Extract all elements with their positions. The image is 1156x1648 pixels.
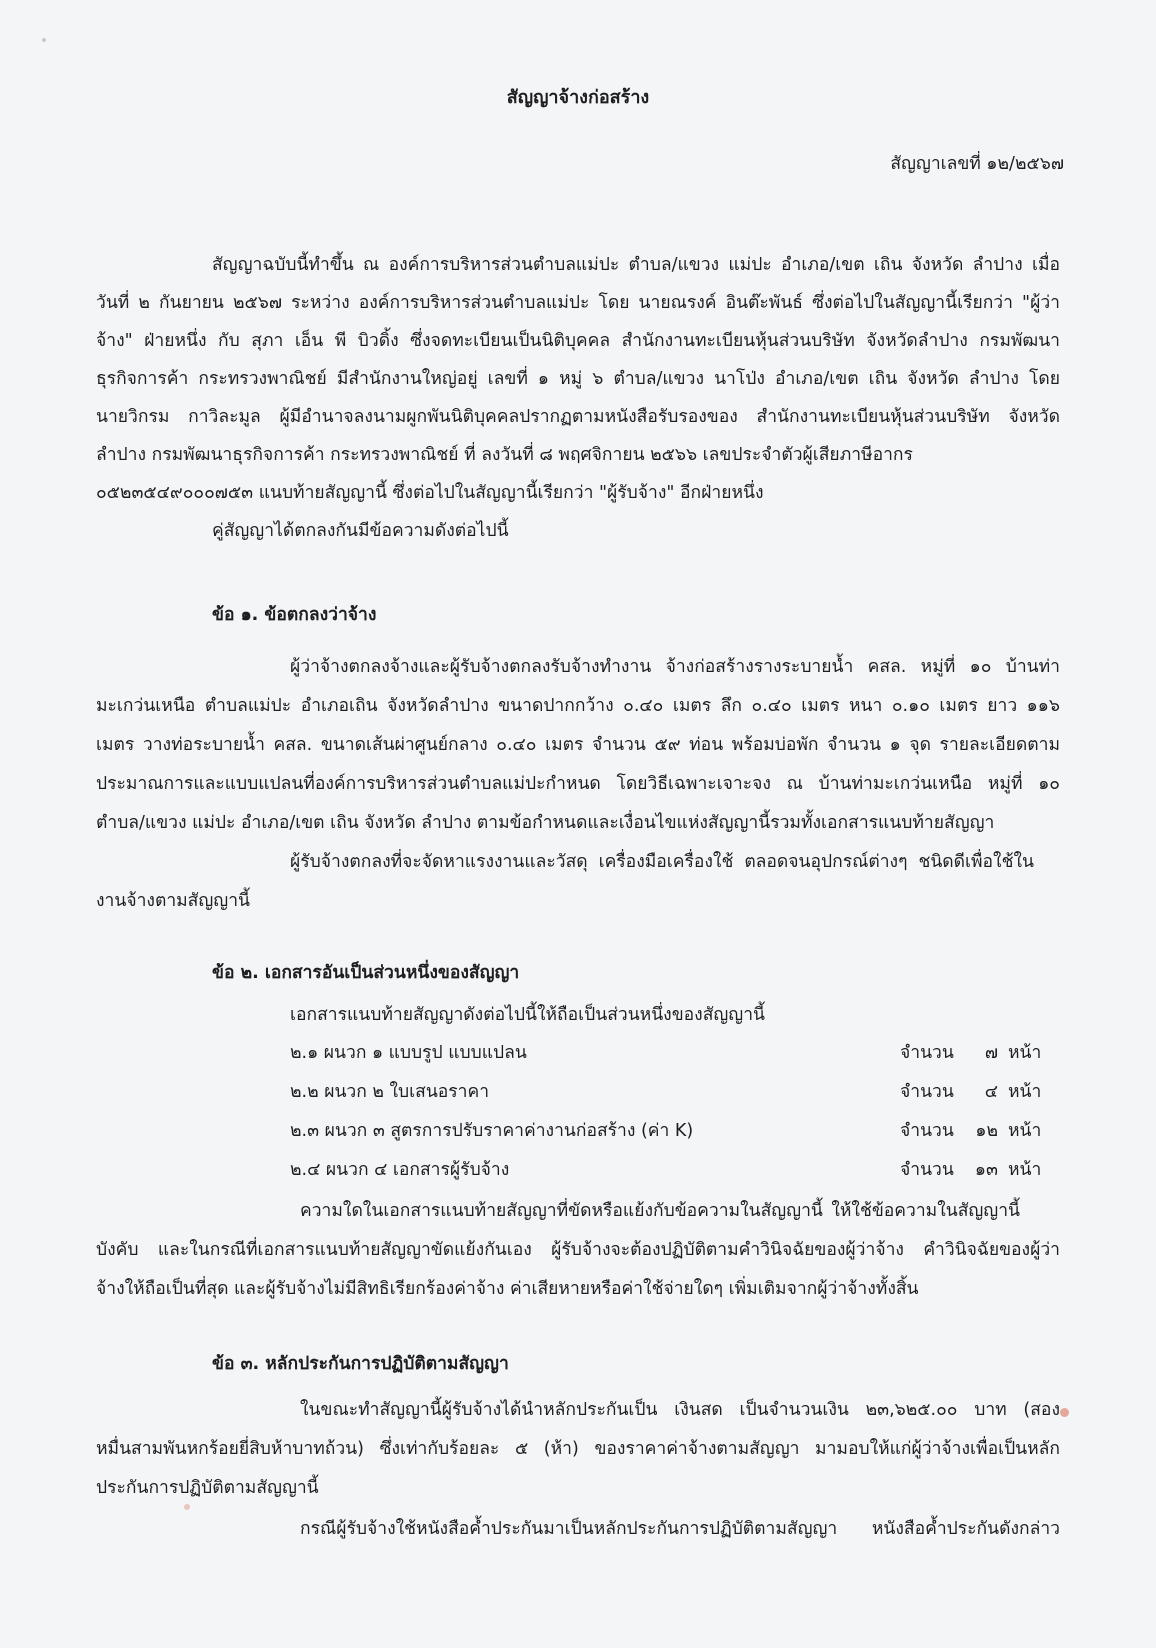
annex-item-label: ๒.๓ ผนวก ๓ สูตรการปรับราคาค่างานก่อสร้าง (ค่า K) <box>290 1121 694 1141</box>
clause-1-line: มะเกว่นเหนือ ตำบลแม่ปะ อำเภอเถิน จังหวัดลำปาง ขนาดปากกว้าง ๐.๔๐ เมตร ลึก ๐.๔๐ เมตร หนา ๐.๑๐ เมตร ยาว ๑๑๖ <box>96 696 1060 716</box>
annex-item-label: ๒.๔ ผนวก ๔ เอกสารผู้รับจ้าง <box>290 1160 510 1180</box>
clause-1-heading: ข้อ ๑. ข้อตกลงว่าจ้าง <box>212 605 377 625</box>
clause-1-line: เมตร วางท่อระบายน้ำ คสล. ขนาดเส้นผ่าศูนย์กลาง ๐.๔๐ เมตร จำนวน ๕๙ ท่อน พร้อมบ่อพัก จำนวน ๑ จุด รายละเอียดตาม <box>96 735 1060 755</box>
annex-item-count: ๑๓ <box>974 1160 998 1180</box>
annex-item-label: ๒.๒ ผนวก ๒ ใบเสนอราคา <box>290 1082 490 1102</box>
scan-speck <box>42 38 46 42</box>
clause-2-intro: เอกสารแนบท้ายสัญญาดังต่อไปนี้ให้ถือเป็นส่วนหนึ่งของสัญญานี้ <box>290 1005 766 1025</box>
annex-item-count-word: จำนวน <box>900 1043 954 1063</box>
clause-1-line: งานจ้างตามสัญญานี้ <box>96 891 250 911</box>
clause-1-line: ผู้รับจ้างตกลงที่จะจัดหาแรงงานและวัสดุ เครื่องมือเครื่องใช้ ตลอดจนอุปกรณ์ต่างๆ ชนิดดีเพื่อใช้ใน <box>290 852 1034 872</box>
clause-3-line: หมื่นสามพันหกร้อยยี่สิบห้าบาทถ้วน) ซึ่งเท่ากับร้อยละ ๕ (ห้า) ของราคาค่าจ้างตามสัญญา มามอบให้แก่ผู้ว่าจ้างเพื่อเป็นหลัก <box>96 1439 1060 1459</box>
annex-item-label: ๒.๑ ผนวก ๑ แบบรูป แบบแปลน <box>290 1043 527 1063</box>
preamble-line: ธุรกิจการค้า กระทรวงพาณิชย์ มีสำนักงานใหญ่อยู่ เลขที่ ๑ หมู่ ๖ ตำบล/แขวง นาโป่ง อำเภอ/เขต เถิน จังหวัด ลำปาง โดย <box>96 369 1060 389</box>
clause-3-line: ในขณะทำสัญญานี้ผู้รับจ้างได้นำหลักประกันเป็น เงินสด เป็นจำนวนเงิน ๒๓,๖๒๕.๐๐ บาท (สอง <box>300 1400 1060 1420</box>
preamble-line: ๐๕๒๓๕๔๙๐๐๐๗๕๓ แนบท้ายสัญญานี้ ซึ่งต่อไปในสัญญานี้เรียกว่า "ผู้รับจ้าง" อีกฝ่ายหนึ่ง <box>96 483 764 503</box>
annex-item-count: ๑๒ <box>975 1121 998 1141</box>
contract-number: สัญญาเลขที่ ๑๒/๒๕๖๗ <box>890 154 1064 174</box>
annex-item-unit: หน้า <box>1008 1082 1042 1102</box>
clause-2-line: บังคับ และในกรณีที่เอกสารแนบท้ายสัญญาขัดแย้งกันเอง ผู้รับจ้างจะต้องปฏิบัติตามคำวินิจฉัยของผู้ว่าจ้าง คำวินิจฉัยของผู้ว่า <box>96 1240 1060 1260</box>
clause-1-line: ตำบล/แขวง แม่ปะ อำเภอ/เขต เถิน จังหวัด ลำปาง ตามข้อกำหนดและเงื่อนไขแห่งสัญญานี้รวมทั้งเอกสารแนบท้ายสัญญา <box>96 813 995 833</box>
document-title: สัญญาจ้างก่อสร้าง <box>506 87 650 108</box>
agreement-line: คู่สัญญาได้ตกลงกันมีข้อความดังต่อไปนี้ <box>212 521 509 541</box>
annex-item-count-word: จำนวน <box>900 1082 954 1102</box>
annex-item-unit: หน้า <box>1008 1043 1042 1063</box>
clause-3-line: ประกันการปฏิบัติตามสัญญานี้ <box>96 1478 319 1498</box>
clause-1-line: ประมาณการและแบบแปลนที่องค์การบริหารส่วนตำบลแม่ปะกำหนด โดยวิธีเฉพาะเจาะจง ณ บ้านท่ามะเกว่นเหนือ หมู่ที่ ๑๐ <box>96 774 1060 794</box>
annex-item-count-word: จำนวน <box>900 1121 954 1141</box>
clause-2-heading: ข้อ ๒. เอกสารอันเป็นส่วนหนึ่งของสัญญา <box>212 963 520 983</box>
clause-3-line: กรณีผู้รับจ้างใช้หนังสือค้ำประกันมาเป็นหลักประกันการปฏิบัติตามสัญญา หนังสือค้ำประกันดังกล่าว <box>300 1519 1060 1539</box>
annex-item-count: ๗ <box>984 1043 998 1063</box>
preamble-line: ลำปาง กรมพัฒนาธุรกิจการค้า กระทรวงพาณิชย์ ที่ ลงวันที่ ๘ พฤศจิกายน ๒๕๖๖ เลขประจำตัวผู้เสียภาษีอากร <box>96 445 913 465</box>
preamble-line: จ้าง" ฝ่ายหนึ่ง กับ สุภา เอ็น พี บิวดิ้ง ซึ่งจดทะเบียนเป็นนิติบุคคล สำนักงานทะเบียนหุ้นส่วนบริษัท จังหวัดลำปาง กรมพัฒนา <box>96 331 1060 351</box>
clause-2-line: จ้างให้ถือเป็นที่สุด และผู้รับจ้างไม่มีสิทธิเรียกร้องค่าจ้าง ค่าเสียหายหรือค่าใช้จ่ายใดๆ เพิ่มเติมจากผู้ว่าจ้างทั้งสิ้น <box>96 1279 919 1299</box>
preamble-line: สัญญาฉบับนี้ทำขึ้น ณ องค์การบริหารส่วนตำบลแม่ปะ ตำบล/แขวง แม่ปะ อำเภอ/เขต เถิน จังหวัด ลำปาง เมื่อ <box>212 255 1060 275</box>
preamble-line: วันที่ ๒ กันยายน ๒๕๖๗ ระหว่าง องค์การบริหารส่วนตำบลแม่ปะ โดย นายณรงค์ อินต๊ะพันธ์ ซึ่งต่อไปในสัญญานี้เรียกว่า "ผู้ว่า <box>96 293 1060 313</box>
annex-item-count-word: จำนวน <box>900 1160 954 1180</box>
annex-item-unit: หน้า <box>1008 1121 1042 1141</box>
annex-item-unit: หน้า <box>1008 1160 1042 1180</box>
scan-speck <box>1060 1408 1069 1417</box>
clause-2-line: ความใดในเอกสารแนบท้ายสัญญาที่ขัดหรือแย้งกับข้อความในสัญญานี้ ให้ใช้ข้อความในสัญญานี้ <box>300 1201 1020 1221</box>
preamble-line: นายวิกรม กาวิละมูล ผู้มีอำนาจลงนามผูกพันนิติบุคคลปรากฏตามหนังสือรับรองของ สำนักงานทะเบียนหุ้นส่วนบริษัท จังหวัด <box>96 407 1060 427</box>
scan-speck <box>184 1504 190 1510</box>
clause-1-line: ผู้ว่าจ้างตกลงจ้างและผู้รับจ้างตกลงรับจ้างทำงาน จ้างก่อสร้างรางระบายน้ำ คสล. หมู่ที่ ๑๐ บ้านท่า <box>290 657 1060 677</box>
clause-3-heading: ข้อ ๓. หลักประกันการปฏิบัติตามสัญญา <box>212 1354 509 1374</box>
annex-item-count: ๔ <box>984 1082 998 1102</box>
